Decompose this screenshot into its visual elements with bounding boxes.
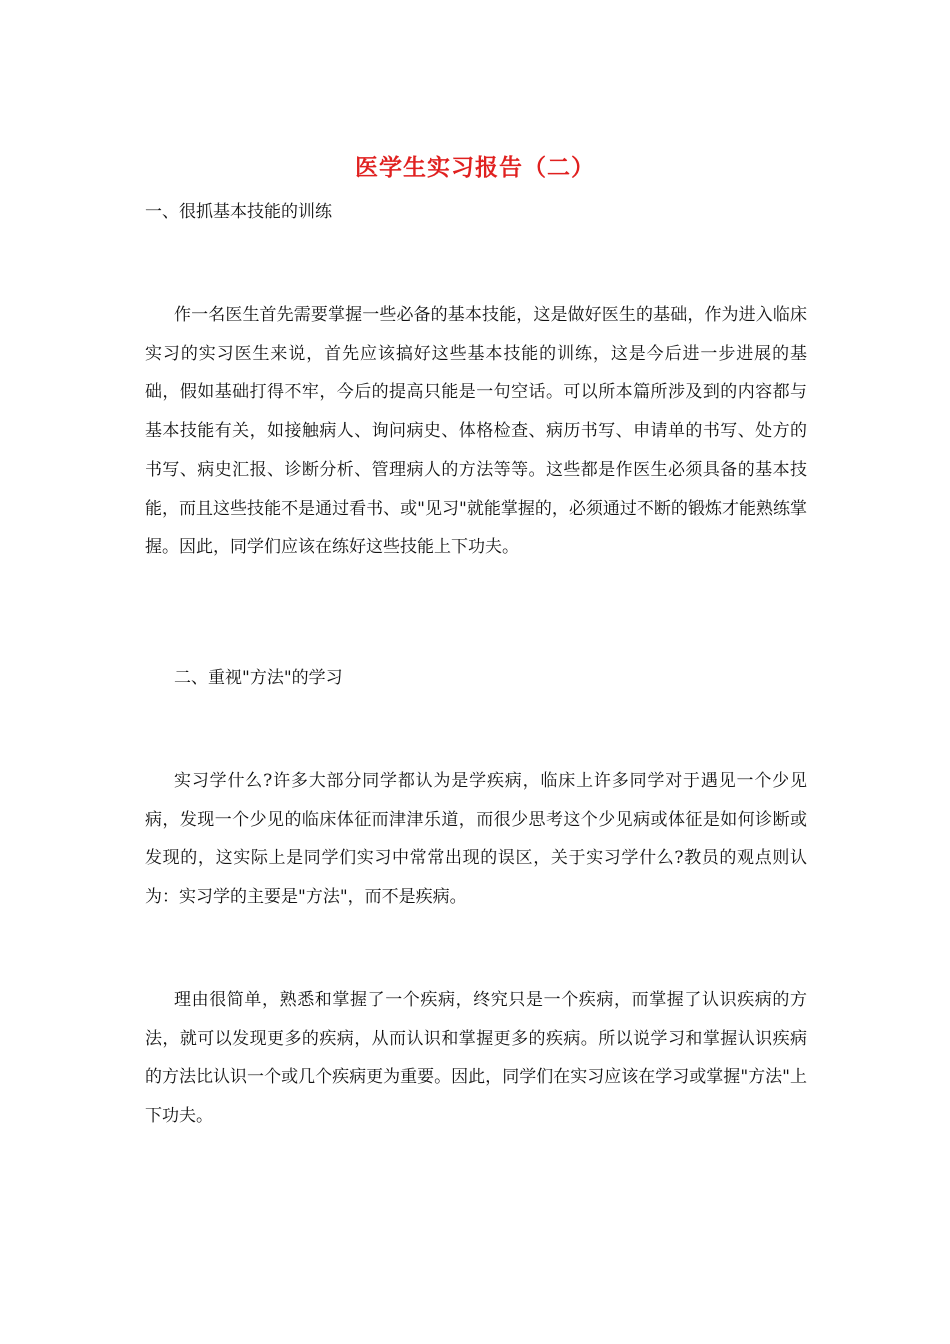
document-title: 医学生实习报告（二） [355,154,595,181]
section-1-heading: 一、很抓基本技能的训练 [145,202,332,222]
section-2-paragraph-2: 理由很简单，熟悉和掌握了一个疾病，终究只是一个疾病，而掌握了认识疾病的方法，就可以发现更多的疾病，从而认识和掌握更多的疾病。所以说学习和掌握认识疾病的方法比认识一个或几个疾病更为重要。因此，同学们在实习应该在学习或掌握"方法"上下功夫。 [145,990,807,1127]
section-1-paragraph: 作一名医生首先需要掌握一些必备的基本技能，这是做好医生的基础，作为进入临床实习的实习医生来说，首先应该搞好这些基本技能的训练，这是今后进一步进展的基础，假如基础打得不牢，今后的提高只能是一句空话。可以所本篇所涉及到的内容都与基本技能有关，如接触病人、询问病史、体格检查、病历书写、申请单的书写、处方的书写、病史汇报、诊断分析、管理病人的方法等等。这些都是作医生必须具备的基本技能，而且这些技能不是通过看书、或"见习"就能掌握的，必须通过不断的锻炼才能熟练掌握。因此，同学们应该在练好这些技能上下功夫。 [145,305,807,558]
section-2-paragraph-1: 实习学什么?许多大部分同学都认为是学疾病，临床上许多同学对于遇见一个少见病，发现一个少见的临床体征而津津乐道，而很少思考这个少见病或体征是如何诊断或发现的，这实际上是同学们实习中常常出现的误区，关于实习学什么?教员的观点则认为：实习学的主要是"方法"，而不是疾病。 [145,771,807,908]
section-2-heading: 二、重视"方法"的学习 [174,668,343,688]
